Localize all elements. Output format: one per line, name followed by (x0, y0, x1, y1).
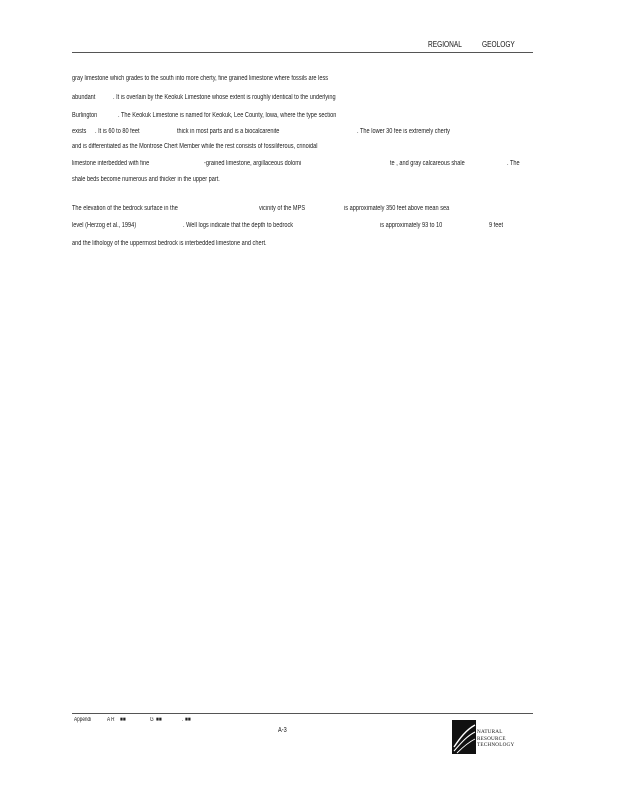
para2-line-1c: is approximately 350 feet above mean sea (344, 205, 450, 212)
para1-line-4d: . The lower 30 fee is extremely cherty (357, 128, 450, 135)
para1-line-2a: abundant (72, 94, 96, 101)
para2-line-1b: vicinity of the MPS (259, 205, 306, 212)
company-logo (452, 720, 532, 756)
para1-line-1: gray limestone which grades to the south into more cherty, fine grained limestone where fossils are less (72, 75, 329, 82)
footer-appendix: Appendi (74, 717, 92, 723)
para1-line-3b: . The Keokuk Limestone is named for Keokuk, Lee County, Iowa, where the type section (118, 112, 337, 119)
para1-line-6a: limestone interbedded with fine (72, 160, 150, 167)
para1-line-3a: Burlington (72, 112, 98, 119)
logo-line-3: TECHNOLOGY (477, 742, 515, 749)
para1-line-2b: . It is overlain by the Keokuk Limestone whose extent is roughly identical to the underlying (113, 94, 336, 101)
header-rule (72, 52, 533, 53)
para2-line-2c: is approximately 93 to 10 (380, 222, 443, 229)
header-regional: REGIONAL (428, 40, 462, 49)
para2-line-2d: 9 feet (489, 222, 504, 229)
page-number: A-3 (278, 727, 287, 734)
footer-label-dot: . (182, 717, 184, 723)
para2-line-3: and the lithology of the uppermost bedrock is interbedded limestone and chert. (72, 240, 267, 247)
para1-line-4c: thick in most parts and is a biocalcarenite (177, 128, 280, 135)
para1-line-7: shale beds become numerous and thicker in the upper part. (72, 176, 220, 183)
footer-label-g: G (150, 717, 154, 723)
para2-line-2b: . Well logs indicate that the depth to bedrock (183, 222, 294, 229)
para2-line-2a: level (Herzog et al., 1994) (72, 222, 137, 229)
footer-scribble-1: ■■ (120, 717, 126, 723)
para2-line-1a: The elevation of the bedrock surface in the (72, 205, 178, 212)
para1-line-4b: . It is 60 to 80 feet (95, 128, 140, 135)
para1-line-5: and is differentiated as the Montrose Chert Member while the rest consists of fossiliferous, crinoidal (72, 143, 318, 150)
para1-line-6b: -grained limestone, argillaceous dolomi (204, 160, 302, 167)
footer-rule (72, 713, 533, 714)
logo-line-1: NATURAL (477, 729, 503, 735)
footer-scribble-2: ■■ (156, 717, 162, 723)
header-geology: GEOLOGY (482, 40, 515, 49)
logo-mark-icon (452, 720, 476, 754)
logo-wordmark (477, 729, 514, 749)
para1-line-6c: te , and gray calcareous shale (390, 160, 465, 167)
footer-label-ar: A R (107, 717, 115, 723)
para1-line-6d: . The (507, 160, 520, 167)
logo-line-2: RESOURCE (477, 735, 506, 742)
footer-scribble-3: ■■ (185, 717, 191, 723)
para1-line-4a: exists (72, 128, 87, 135)
